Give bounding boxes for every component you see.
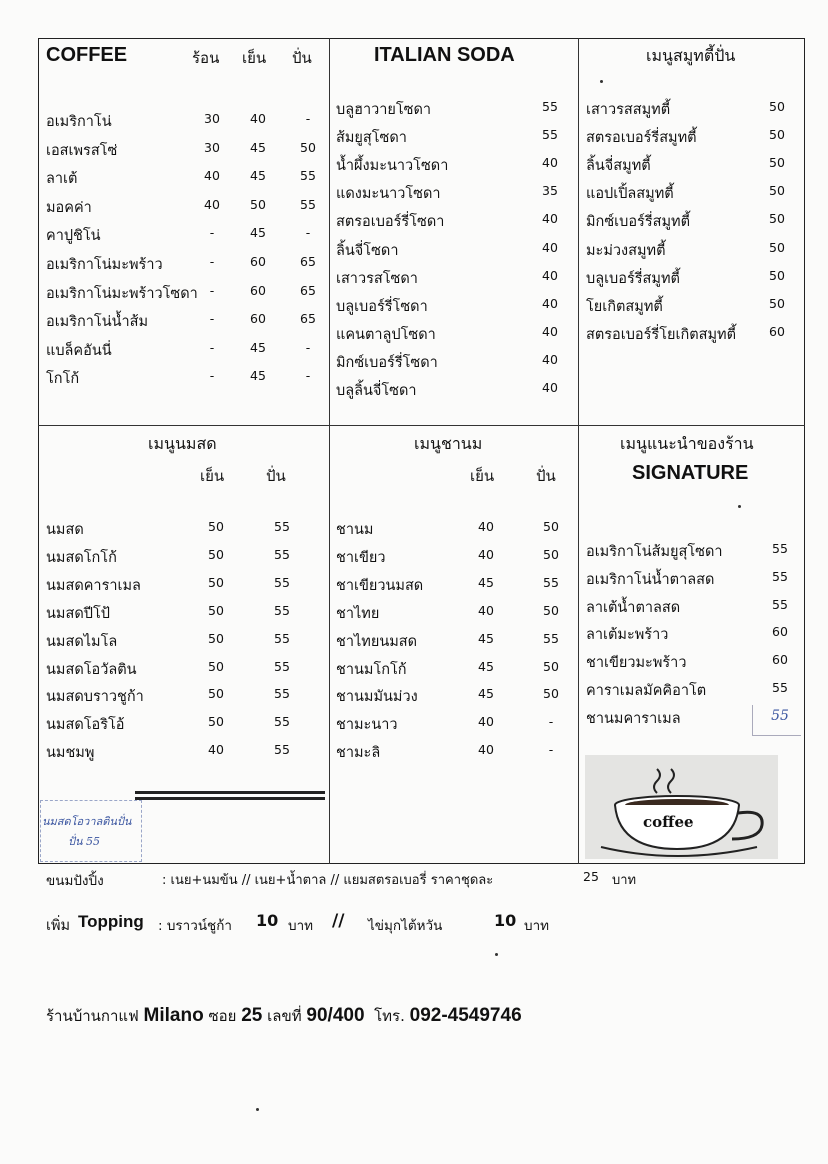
speck [600,80,603,83]
addr-number: 90/400 [306,1005,365,1026]
coffee-item-name: ลาเต้ [46,171,78,188]
soda-item-price: 35 [542,183,558,199]
toast-unit: บาท [612,873,637,888]
toast-desc: : เนย+นมข้น // เนย+น้ำตาล // แยมสตรอเบอรี่ ราคาชุดละ [162,873,494,888]
soda-item-name: แดงมะนาวโซดา [336,186,441,203]
tea-item-iced: 40 [478,546,494,562]
coffee-item-hot: 30 [204,139,220,155]
topping-item1: : บราวน์ชูก้า [158,918,232,934]
smoothie-item-price: 50 [769,295,785,311]
topping-unit1: บาท [288,918,314,934]
coffee-item-iced: 45 [250,339,266,355]
coffee-item-hot: 30 [204,111,220,126]
coffee-item-frappe: 55 [300,196,316,212]
soi-number: 25 [241,1005,263,1026]
divider [578,38,579,864]
milk-item-iced: 50 [208,630,224,646]
tea-item-frappe: 50 [543,519,559,534]
smoothie-item-name: บลูเบอร์รี่สมูทตี้ [586,270,680,287]
coffee-item-iced: 60 [250,311,266,327]
coffee-item-frappe: 65 [300,311,316,327]
milk-item-frappe: 55 [274,742,290,758]
speck [738,505,741,508]
signature-subtitle: SIGNATURE [632,462,749,484]
milk-item-name: นมสดไมโล [46,633,118,650]
signature-item-name: ลาเต้มะพร้าว [586,627,669,644]
coffee-item-hot: 40 [204,168,220,184]
tea-item-iced: 40 [478,714,494,730]
tea-item-iced: 45 [478,658,494,674]
handwritten-price-box [752,705,801,736]
topping-prefix: เพิ่ม [46,918,71,934]
milk-item-frappe: 55 [274,658,290,674]
smoothie-item-name: มิกซ์เบอร์รี่สมูทตี้ [586,214,691,231]
tea-item-frappe: 50 [543,658,559,674]
soda-item-name: บลูฮาวายโซดา [336,102,432,118]
milk-item-name: นมสด [46,522,84,538]
milk-item-name: นมสดคาราเมล [46,577,141,594]
shop-name: Milano [143,1005,204,1026]
tea-item-name: ชามะนาว [336,717,398,734]
milk-col-iced: เย็น [200,467,225,485]
signature-item-price: 55 [771,707,789,724]
signature-item-name: อเมริกาโน่น้ำตาลสด [586,571,715,588]
smoothie-item-price: 50 [769,155,785,171]
milk-item-iced: 40 [208,742,224,758]
soda-item-name: บลูเบอร์รี่โซดา [336,298,428,315]
coffee-item-name: แบล็คอันนี่ [46,342,112,359]
tea-item-iced: 40 [478,742,494,758]
coffee-item-name: มอคค่า [46,199,92,216]
smoothie-item-name: มะม่วงสมูทตี้ [586,242,666,259]
toast-label: ขนมปังปิ้ง [46,873,104,889]
coffee-item-frappe: - [305,111,311,126]
tea-item-name: ชาไทย [336,605,380,622]
soda-item-price: 55 [542,127,558,143]
speck [495,953,498,956]
cup-text: coffee [643,813,694,831]
tea-col-iced: เย็น [470,467,495,485]
soda-item-name: ลิ้นจี่โซดา [336,242,399,259]
smoothie-item-price: 50 [769,211,785,227]
tea-item-name: ชาไทยนมสด [336,633,418,650]
topping-price2: 10 [494,911,517,930]
coffee-col-hot: ร้อน [192,49,220,67]
signature-item-name: อเมริกาโน่ส้มยูสุโซดา [586,544,723,560]
signature-item-price: 60 [772,652,788,668]
smoothie-item-price: 50 [769,267,785,283]
smoothie-item-price: 60 [769,323,785,339]
milk-title: เมนูนมสด [148,434,217,453]
coffee-item-iced: 45 [250,225,266,241]
signature-item-price: 55 [772,541,788,556]
tea-col-frappe: ปั่น [536,467,556,485]
coffee-item-name: โกโก้ [46,371,80,388]
smoothie-item-name: สตรอเบอร์รี่โยเกิตสมูทตี้ [586,326,737,343]
topping-sep: // [332,911,345,931]
tea-item-name: ชามะลิ [336,745,381,762]
signature-title: เมนูแนะนำของร้าน [620,434,754,453]
soda-title: ITALIAN SODA [374,44,515,66]
milk-item-iced: 50 [208,714,224,730]
coffee-item-iced: 60 [250,282,266,298]
coffee-item-frappe: 50 [300,139,316,155]
coffee-item-hot: - [209,368,215,384]
milk-item-name: นมสดปีโป้ [46,605,110,622]
milk-item-frappe: 55 [274,574,290,590]
tea-item-frappe: 50 [543,686,559,702]
topping-unit2: บาท [524,918,550,934]
milk-item-name: นมสดโอริโอ้ [46,717,125,734]
soda-item-price: 40 [542,155,558,171]
milk-item-frappe: 55 [274,546,290,562]
soda-item-name: มิกซ์เบอร์รี่โซดา [336,354,438,371]
milk-item-iced: 50 [208,686,224,702]
handwritten-note-line1: นมสดโอวาลตินปั่น [42,815,132,828]
coffee-item-iced: 60 [250,254,266,269]
smoothie-item-name: สตรอเบอร์รี่สมูทตี้ [586,130,697,147]
milk-item-iced: 50 [208,658,224,674]
topping-price1: 10 [256,911,279,930]
tea-item-name: ชาเขียวนมสด [336,577,424,594]
tea-item-frappe: 55 [543,574,559,590]
milk-item-name: นมชมพู [46,745,95,762]
milk-item-name: นมสดโกโก้ [46,549,117,566]
milk-item-frappe: 55 [274,519,290,534]
topping-label: Topping [78,912,144,931]
tea-item-iced: 45 [478,630,494,646]
tea-item-frappe: 55 [543,630,559,646]
coffee-item-hot: 40 [204,196,220,212]
double-rule [135,791,325,794]
coffee-col-frappe: ปั่น [292,49,312,67]
toast-price: 25 [583,869,599,884]
milk-item-iced: 50 [208,519,224,534]
divider [38,425,805,426]
signature-item-price: 55 [772,568,788,584]
coffee-item-name: เอสเพรสโซ่ [46,142,118,159]
tea-item-name: ชานมโกโก้ [336,661,407,678]
smoothie-title: เมนูสมูทตี้ปั่น [646,46,736,65]
soda-item-price: 40 [542,239,558,255]
smoothie-item-name: ลิ้นจี่สมูทตี้ [586,158,651,175]
milk-item-frappe: 55 [274,602,290,618]
coffee-item-frappe: 65 [300,282,316,298]
smoothie-item-name: โยเกิตสมูทตี้ [586,298,663,315]
handwritten-note-box [40,800,142,862]
coffee-item-iced: 40 [250,111,266,126]
smoothie-item-price: 50 [769,183,785,199]
soda-item-price: 40 [542,351,558,367]
coffee-item-iced: 45 [250,168,266,184]
tea-item-iced: 45 [478,574,494,590]
coffee-item-frappe: - [305,225,311,241]
soda-item-name: ส้มยูสุโซดา [336,130,407,147]
shop-footer [46,1004,522,1028]
soi-label: ซอย [208,1007,237,1025]
tea-title: เมนูชานม [414,434,483,453]
smoothie-item-price: 50 [769,239,785,255]
smoothie-item-name: เสาวรสสมูทตี้ [586,102,671,118]
milk-item-name: นมสดโอวัลติน [46,661,137,678]
soda-item-name: เสาวรสโซดา [336,270,418,287]
coffee-item-name: คาปูชิโน่ [46,228,101,245]
tea-item-iced: 40 [478,602,494,618]
soda-item-price: 40 [542,267,558,283]
coffee-title: COFFEE [46,44,128,66]
tea-item-name: ชาเขียว [336,549,386,566]
milk-item-iced: 50 [208,574,224,590]
soda-item-name: สตรอเบอร์รี่โซดา [336,214,445,231]
tel-number: 092-4549746 [409,1005,522,1026]
handwritten-note-line2: ปั่น 55 [68,835,100,848]
signature-item-price: 55 [772,596,788,612]
signature-item-price: 55 [772,680,788,695]
coffee-item-hot: - [209,254,215,269]
smoothie-item-price: 50 [769,127,785,143]
soda-item-price: 40 [542,380,558,395]
double-rule [135,797,325,800]
milk-item-frappe: 55 [274,686,290,702]
coffee-item-hot: - [209,282,215,298]
coffee-item-hot: - [209,311,215,327]
smoothie-item-price: 50 [769,99,785,114]
soda-item-price: 55 [542,99,558,114]
coffee-item-frappe: - [305,339,311,355]
coffee-item-iced: 50 [250,196,266,212]
tea-item-name: ชานมมันม่วง [336,689,418,706]
coffee-cup-illustration [585,755,778,859]
divider [329,38,330,864]
soda-item-price: 40 [542,295,558,311]
coffee-item-name: อเมริกาโน่มะพร้าวโซดา [46,285,198,302]
coffee-item-iced: 45 [250,368,266,384]
coffee-item-hot: - [209,339,215,355]
tea-item-iced: 40 [478,519,494,534]
tea-item-iced: 45 [478,686,494,702]
coffee-item-hot: - [209,225,215,241]
milk-item-iced: 50 [208,602,224,618]
tea-item-frappe: 50 [543,602,559,618]
shop-label: ร้านบ้านกาแฟ [46,1007,139,1025]
coffee-cup-icon [585,755,778,859]
milk-item-iced: 50 [208,546,224,562]
tea-item-frappe: - [548,714,554,730]
coffee-item-name: อเมริกาโน่น้ำส้ม [46,314,149,331]
speck [256,1108,259,1111]
tea-item-frappe: 50 [543,546,559,562]
coffee-item-frappe: 55 [300,168,316,184]
coffee-item-frappe: 65 [300,254,316,269]
signature-item-name: ลาเต้น้ำตาลสด [586,599,681,616]
smoothie-item-name: แอปเปิ้ลสมูทตี้ [586,186,674,203]
soda-item-price: 40 [542,323,558,339]
soda-item-name: แคนตาลูปโซดา [336,326,436,343]
coffee-item-name: อเมริกาโน่ [46,114,112,130]
soda-item-price: 40 [542,211,558,227]
coffee-item-name: อเมริกาโน่มะพร้าว [46,257,163,273]
signature-item-name: คาราเมลมัคคิอาโต [586,683,707,699]
milk-item-frappe: 55 [274,714,290,730]
tel-label: โทร. [374,1007,405,1025]
addr-label: เลขที่ [267,1007,302,1025]
tea-item-name: ชานม [336,522,374,538]
soda-item-name: บลูลิ้นจี่โซดา [336,383,417,399]
signature-item-price: 60 [772,624,788,640]
tea-item-frappe: - [548,742,554,758]
coffee-item-frappe: - [305,368,311,384]
signature-item-name: ชาเขียวมะพร้าว [586,655,687,672]
milk-item-name: นมสดบราวชูก้า [46,689,144,706]
signature-item-name: ชานมคาราเมล [586,710,681,727]
coffee-item-iced: 45 [250,139,266,155]
milk-item-frappe: 55 [274,630,290,646]
milk-col-frappe: ปั่น [266,467,286,485]
coffee-col-iced: เย็น [242,49,267,67]
soda-item-name: น้ำผึ้งมะนาวโซดา [336,158,449,175]
topping-item2: ไข่มุกไต้หวัน [368,918,443,934]
